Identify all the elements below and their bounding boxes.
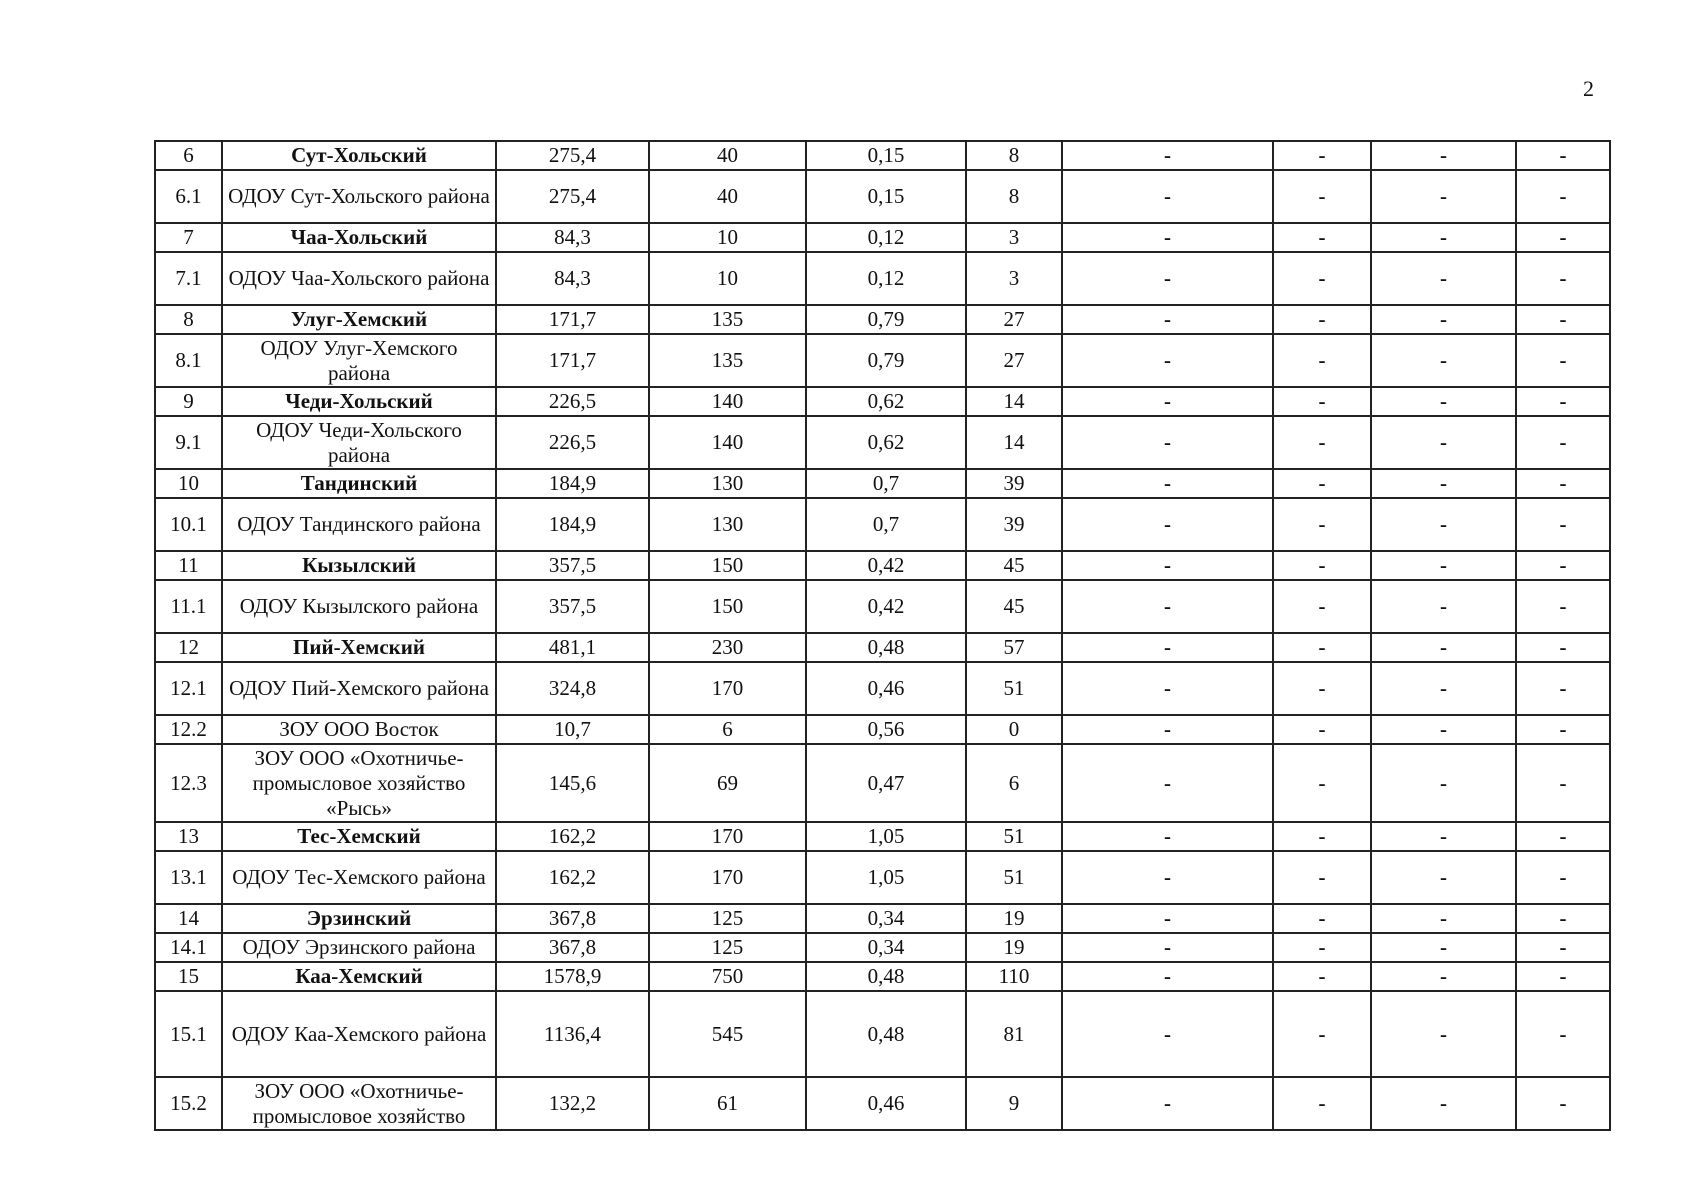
row-number-cell: 15 — [155, 962, 222, 991]
table-row — [155, 334, 1610, 387]
count-cell: 140 — [649, 387, 806, 416]
district-row — [155, 387, 1610, 416]
density-cell: 0,46 — [806, 662, 966, 715]
table-row — [155, 498, 1610, 551]
count-cell: 10 — [649, 223, 806, 252]
row-number-cell: 10.1 — [155, 498, 222, 551]
dash-cell: - — [1371, 1077, 1516, 1130]
row-name-cell: ОДОУ Кызылского района — [222, 580, 496, 633]
quota-cell: 9 — [966, 1077, 1062, 1130]
dash-cell: - — [1516, 962, 1610, 991]
table-row — [155, 252, 1610, 305]
dash-cell: - — [1371, 580, 1516, 633]
count-cell: 125 — [649, 933, 806, 962]
row-name-cell: Тандинский — [222, 469, 496, 498]
count-cell: 150 — [649, 551, 806, 580]
dash-cell: - — [1516, 851, 1610, 904]
quota-cell: 110 — [966, 962, 1062, 991]
quota-cell: 3 — [966, 223, 1062, 252]
table-row — [155, 933, 1610, 962]
dash-cell: - — [1273, 822, 1371, 851]
area-cell: 367,8 — [496, 904, 649, 933]
row-number-cell: 14.1 — [155, 933, 222, 962]
row-number-cell: 11.1 — [155, 580, 222, 633]
dash-cell: - — [1062, 904, 1273, 933]
density-cell: 0,42 — [806, 551, 966, 580]
quota-cell: 27 — [966, 334, 1062, 387]
area-cell: 162,2 — [496, 851, 649, 904]
district-row — [155, 962, 1610, 991]
dash-cell: - — [1273, 223, 1371, 252]
dash-cell: - — [1516, 170, 1610, 223]
area-cell: 275,4 — [496, 170, 649, 223]
density-cell: 0,62 — [806, 416, 966, 469]
district-row — [155, 551, 1610, 580]
dash-cell: - — [1062, 822, 1273, 851]
dash-cell: - — [1062, 633, 1273, 662]
dash-cell: - — [1516, 498, 1610, 551]
row-name-cell: ЗОУ ООО «Охотничье-промысловое хозяйство — [222, 1077, 496, 1130]
count-cell: 40 — [649, 141, 806, 170]
quota-cell: 6 — [966, 744, 1062, 822]
density-cell: 0,34 — [806, 933, 966, 962]
dash-cell: - — [1062, 416, 1273, 469]
dash-cell: - — [1516, 334, 1610, 387]
area-cell: 184,9 — [496, 469, 649, 498]
count-cell: 545 — [649, 991, 806, 1077]
district-row — [155, 305, 1610, 334]
density-cell: 1,05 — [806, 851, 966, 904]
count-cell: 170 — [649, 662, 806, 715]
dash-cell: - — [1371, 662, 1516, 715]
quota-cell: 51 — [966, 822, 1062, 851]
dash-cell: - — [1371, 416, 1516, 469]
dash-cell: - — [1062, 933, 1273, 962]
row-name-cell: Каа-Хемский — [222, 962, 496, 991]
dash-cell: - — [1371, 498, 1516, 551]
count-cell: 40 — [649, 170, 806, 223]
dash-cell: - — [1062, 551, 1273, 580]
count-cell: 69 — [649, 744, 806, 822]
dash-cell: - — [1371, 334, 1516, 387]
row-name-cell: Сут-Хольский — [222, 141, 496, 170]
table-row — [155, 662, 1610, 715]
quota-cell: 51 — [966, 662, 1062, 715]
count-cell: 135 — [649, 334, 806, 387]
dash-cell: - — [1062, 223, 1273, 252]
dash-cell: - — [1371, 933, 1516, 962]
row-name-cell: ОДОУ Пий-Хемского района — [222, 662, 496, 715]
dash-cell: - — [1062, 305, 1273, 334]
area-cell: 171,7 — [496, 334, 649, 387]
row-name-cell: ОДОУ Улуг-Хемского района — [222, 334, 496, 387]
quota-cell: 14 — [966, 416, 1062, 469]
dash-cell: - — [1371, 822, 1516, 851]
dash-cell: - — [1371, 633, 1516, 662]
row-number-cell: 12.3 — [155, 744, 222, 822]
dash-cell: - — [1371, 141, 1516, 170]
density-cell: 0,12 — [806, 223, 966, 252]
area-cell: 132,2 — [496, 1077, 649, 1130]
row-number-cell: 9.1 — [155, 416, 222, 469]
dash-cell: - — [1273, 904, 1371, 933]
row-number-cell: 13.1 — [155, 851, 222, 904]
density-cell: 0,12 — [806, 252, 966, 305]
density-cell: 0,47 — [806, 744, 966, 822]
dash-cell: - — [1516, 991, 1610, 1077]
row-name-cell: Пий-Хемский — [222, 633, 496, 662]
dash-cell: - — [1273, 305, 1371, 334]
dash-cell: - — [1516, 416, 1610, 469]
row-name-cell: ОДОУ Сут-Хольского района — [222, 170, 496, 223]
dash-cell: - — [1371, 991, 1516, 1077]
density-cell: 0,62 — [806, 387, 966, 416]
row-name-cell: ОДОУ Чеди-Хольского района — [222, 416, 496, 469]
density-cell: 0,7 — [806, 498, 966, 551]
area-cell: 162,2 — [496, 822, 649, 851]
table-row — [155, 580, 1610, 633]
area-cell: 275,4 — [496, 141, 649, 170]
count-cell: 170 — [649, 822, 806, 851]
dash-cell: - — [1516, 223, 1610, 252]
dash-cell: - — [1273, 387, 1371, 416]
area-cell: 145,6 — [496, 744, 649, 822]
row-number-cell: 12 — [155, 633, 222, 662]
density-cell: 0,42 — [806, 580, 966, 633]
area-cell: 1578,9 — [496, 962, 649, 991]
row-number-cell: 6 — [155, 141, 222, 170]
row-name-cell: ОДОУ Эрзинского района — [222, 933, 496, 962]
row-name-cell: ОДОУ Тес-Хемского района — [222, 851, 496, 904]
area-cell: 367,8 — [496, 933, 649, 962]
dash-cell: - — [1516, 141, 1610, 170]
dash-cell: - — [1062, 252, 1273, 305]
count-cell: 135 — [649, 305, 806, 334]
density-cell: 0,48 — [806, 633, 966, 662]
density-cell: 0,48 — [806, 991, 966, 1077]
dash-cell: - — [1516, 1077, 1610, 1130]
row-name-cell: Кызылский — [222, 551, 496, 580]
dash-cell: - — [1371, 469, 1516, 498]
dash-cell: - — [1273, 744, 1371, 822]
count-cell: 130 — [649, 469, 806, 498]
count-cell: 130 — [649, 498, 806, 551]
quota-cell: 14 — [966, 387, 1062, 416]
dash-cell: - — [1062, 141, 1273, 170]
quota-cell: 51 — [966, 851, 1062, 904]
table-row — [155, 416, 1610, 469]
area-cell: 324,8 — [496, 662, 649, 715]
dash-cell: - — [1273, 962, 1371, 991]
dash-cell: - — [1371, 962, 1516, 991]
dash-cell: - — [1273, 1077, 1371, 1130]
table-row — [155, 991, 1610, 1077]
row-name-cell: ОДОУ Чаа-Хольского района — [222, 252, 496, 305]
dash-cell: - — [1371, 551, 1516, 580]
dash-cell: - — [1273, 170, 1371, 223]
count-cell: 750 — [649, 962, 806, 991]
dash-cell: - — [1371, 904, 1516, 933]
dash-cell: - — [1371, 252, 1516, 305]
dash-cell: - — [1516, 822, 1610, 851]
dash-cell: - — [1273, 498, 1371, 551]
table-row — [155, 1077, 1610, 1130]
row-number-cell: 15.2 — [155, 1077, 222, 1130]
dash-cell: - — [1371, 305, 1516, 334]
quota-cell: 3 — [966, 252, 1062, 305]
density-cell: 0,15 — [806, 141, 966, 170]
density-cell: 0,56 — [806, 715, 966, 744]
dash-cell: - — [1516, 904, 1610, 933]
dash-cell: - — [1516, 469, 1610, 498]
quota-cell: 81 — [966, 991, 1062, 1077]
density-cell: 1,05 — [806, 822, 966, 851]
dash-cell: - — [1371, 715, 1516, 744]
dash-cell: - — [1273, 551, 1371, 580]
dash-cell: - — [1516, 633, 1610, 662]
district-row — [155, 141, 1610, 170]
row-name-cell: Чаа-Хольский — [222, 223, 496, 252]
row-number-cell: 10 — [155, 469, 222, 498]
data-table — [154, 140, 1611, 1131]
dash-cell: - — [1062, 170, 1273, 223]
quota-cell: 0 — [966, 715, 1062, 744]
dash-cell: - — [1273, 141, 1371, 170]
quota-cell: 8 — [966, 141, 1062, 170]
row-name-cell: ОДОУ Каа-Хемского района — [222, 991, 496, 1077]
count-cell: 170 — [649, 851, 806, 904]
row-number-cell: 8.1 — [155, 334, 222, 387]
row-number-cell: 15.1 — [155, 991, 222, 1077]
table-row — [155, 715, 1610, 744]
area-cell: 1136,4 — [496, 991, 649, 1077]
row-number-cell: 9 — [155, 387, 222, 416]
area-cell: 171,7 — [496, 305, 649, 334]
dash-cell: - — [1273, 416, 1371, 469]
count-cell: 150 — [649, 580, 806, 633]
row-number-cell: 13 — [155, 822, 222, 851]
table-row — [155, 744, 1610, 822]
dash-cell: - — [1273, 991, 1371, 1077]
row-name-cell: Улуг-Хемский — [222, 305, 496, 334]
district-row — [155, 469, 1610, 498]
row-name-cell: Чеди-Хольский — [222, 387, 496, 416]
quota-cell: 19 — [966, 904, 1062, 933]
dash-cell: - — [1273, 851, 1371, 904]
dash-cell: - — [1371, 744, 1516, 822]
count-cell: 140 — [649, 416, 806, 469]
district-row — [155, 904, 1610, 933]
area-cell: 184,9 — [496, 498, 649, 551]
count-cell: 230 — [649, 633, 806, 662]
count-cell: 6 — [649, 715, 806, 744]
dash-cell: - — [1516, 387, 1610, 416]
area-cell: 226,5 — [496, 416, 649, 469]
row-number-cell: 14 — [155, 904, 222, 933]
quota-cell: 45 — [966, 551, 1062, 580]
dash-cell: - — [1371, 387, 1516, 416]
dash-cell: - — [1062, 662, 1273, 715]
dash-cell: - — [1062, 334, 1273, 387]
area-cell: 481,1 — [496, 633, 649, 662]
row-number-cell: 11 — [155, 551, 222, 580]
dash-cell: - — [1062, 498, 1273, 551]
area-cell: 357,5 — [496, 551, 649, 580]
dash-cell: - — [1062, 851, 1273, 904]
density-cell: 0,79 — [806, 305, 966, 334]
density-cell: 0,46 — [806, 1077, 966, 1130]
dash-cell: - — [1516, 580, 1610, 633]
dash-cell: - — [1371, 851, 1516, 904]
row-name-cell: Эрзинский — [222, 904, 496, 933]
dash-cell: - — [1273, 662, 1371, 715]
dash-cell: - — [1516, 744, 1610, 822]
dash-cell: - — [1062, 387, 1273, 416]
dash-cell: - — [1371, 223, 1516, 252]
density-cell: 0,7 — [806, 469, 966, 498]
dash-cell: - — [1273, 334, 1371, 387]
quota-cell: 39 — [966, 498, 1062, 551]
quota-cell: 19 — [966, 933, 1062, 962]
row-number-cell: 12.2 — [155, 715, 222, 744]
dash-cell: - — [1516, 551, 1610, 580]
dash-cell: - — [1516, 933, 1610, 962]
dash-cell: - — [1273, 633, 1371, 662]
dash-cell: - — [1273, 469, 1371, 498]
district-row — [155, 223, 1610, 252]
row-name-cell: ОДОУ Тандинского района — [222, 498, 496, 551]
district-row — [155, 822, 1610, 851]
area-cell: 84,3 — [496, 252, 649, 305]
row-name-cell: ЗОУ ООО «Охотничье-промысловое хозяйство «Рысь» — [222, 744, 496, 822]
dash-cell: - — [1273, 252, 1371, 305]
dash-cell: - — [1062, 715, 1273, 744]
count-cell: 125 — [649, 904, 806, 933]
area-cell: 226,5 — [496, 387, 649, 416]
area-cell: 84,3 — [496, 223, 649, 252]
dash-cell: - — [1516, 715, 1610, 744]
dash-cell: - — [1062, 962, 1273, 991]
dash-cell: - — [1516, 252, 1610, 305]
density-cell: 0,34 — [806, 904, 966, 933]
quota-cell: 57 — [966, 633, 1062, 662]
row-number-cell: 12.1 — [155, 662, 222, 715]
row-number-cell: 7 — [155, 223, 222, 252]
density-cell: 0,15 — [806, 170, 966, 223]
table-body — [155, 141, 1610, 1130]
row-name-cell: Тес-Хемский — [222, 822, 496, 851]
dash-cell: - — [1273, 580, 1371, 633]
dash-cell: - — [1273, 715, 1371, 744]
count-cell: 61 — [649, 1077, 806, 1130]
quota-cell: 8 — [966, 170, 1062, 223]
page-number: 2 — [1583, 76, 1594, 101]
row-number-cell: 6.1 — [155, 170, 222, 223]
area-cell: 357,5 — [496, 580, 649, 633]
density-cell: 0,79 — [806, 334, 966, 387]
dash-cell: - — [1516, 662, 1610, 715]
district-row — [155, 633, 1610, 662]
table-row — [155, 170, 1610, 223]
dash-cell: - — [1062, 991, 1273, 1077]
dash-cell: - — [1062, 580, 1273, 633]
table-row — [155, 851, 1610, 904]
quota-cell: 27 — [966, 305, 1062, 334]
dash-cell: - — [1371, 170, 1516, 223]
area-cell: 10,7 — [496, 715, 649, 744]
dash-cell: - — [1516, 305, 1610, 334]
count-cell: 10 — [649, 252, 806, 305]
density-cell: 0,48 — [806, 962, 966, 991]
dash-cell: - — [1062, 469, 1273, 498]
row-name-cell: ЗОУ ООО Восток — [222, 715, 496, 744]
dash-cell: - — [1273, 933, 1371, 962]
dash-cell: - — [1062, 744, 1273, 822]
quota-cell: 45 — [966, 580, 1062, 633]
row-number-cell: 8 — [155, 305, 222, 334]
row-number-cell: 7.1 — [155, 252, 222, 305]
quota-cell: 39 — [966, 469, 1062, 498]
dash-cell: - — [1062, 1077, 1273, 1130]
